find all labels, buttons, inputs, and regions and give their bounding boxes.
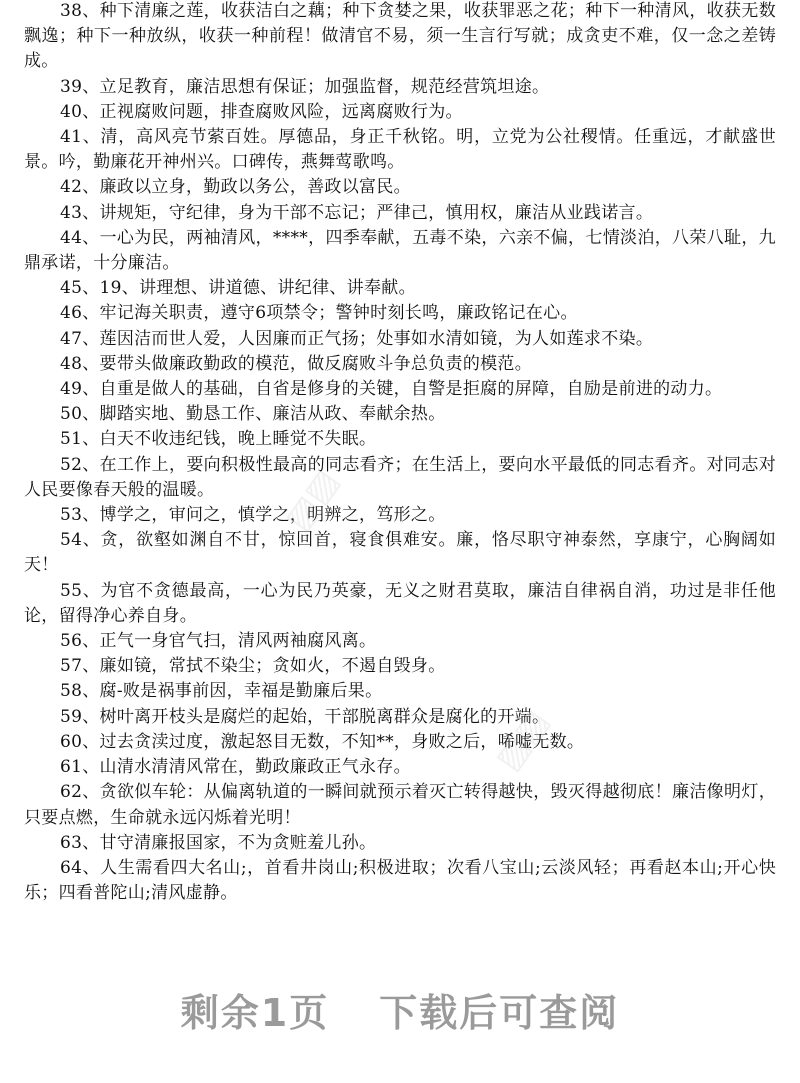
- paragraph-54: 54、贪，欲壑如渊自不甘，惊回首，寝食俱难安。廉，恪尽职守神泰然，享康宁，心胸阔如天！: [24, 530, 776, 576]
- document-body: [24, 0, 776, 906]
- paragraph-58: 58、腐-败是祸事前因，幸福是勤廉后果。: [60, 681, 383, 702]
- paragraph-56: 56、正气一身官气扫，清风两袖腐风离。: [60, 631, 377, 652]
- paragraph-64: 64、人生需看四大名山;，首看井岗山;积极进取；次看八宝山;云淡风轻；再看赵本山;开心快乐；四看普陀山;清风虚静。: [24, 857, 776, 904]
- paragraph-50: 50、脚踏实地、勤恳工作、廉洁从政、奉献余热。: [60, 404, 446, 425]
- paragraph-44: 44、一心为民，两袖清风，****，四季奉献，五毒不染，六亲不偏，七情淡泊，八荣八耻，九鼎承诺，十分廉洁。: [24, 227, 776, 274]
- paragraph-47: 47、莲因洁而世人爱，人因廉而正气扬；处事如水清如镜，为人如莲求不染。: [60, 328, 654, 349]
- paragraph-52: 52、在工作上，要向积极性最高的同志看齐；在生活上，要向水平最低的同志看齐。对同志对人民要像春天般的温暖。: [24, 454, 776, 500]
- paragraph-43: 43、讲规矩，守纪律，身为干部不忘记；严律己，慎用权，廉洁从业践诺言。: [60, 202, 654, 223]
- paragraph-62: 62、贪欲似车轮：从偏离轨道的一瞬间就预示着灭亡转得越快，毁灭得越彻底！廉洁像明灯，只要点燃，生命就永远闪烁着光明！: [24, 782, 776, 828]
- paragraph-51: 51、白天不收违纪钱，晚上睡觉不失眠。: [60, 429, 377, 450]
- paragraph-59: 59、树叶离开枝头是腐烂的起始，干部脱离群众是腐化的开端。: [60, 706, 550, 727]
- paragraph-41: 41、清，高风亮节萦百姓。厚德品，身正千秋铭。明，立党为公社稷情。任重远，才献盛世景。吟，勤廉花开神州兴。口碑传，燕舞莺歌鸣。: [24, 127, 776, 173]
- paragraph-55: 55、为官不贪德最高，一心为民乃英豪，无义之财君莫取，廉洁自律祸自消，功过是非任他论，留得净心养自身。: [24, 580, 776, 626]
- paragraph-45: 45、19、讲理想、讲道德、讲纪律、讲奉献。: [60, 278, 416, 299]
- watermark-mark: ▨▨: [277, 462, 347, 538]
- remaining-pages-label: 剩余1页: [180, 991, 330, 1035]
- watermark-mark: ▨▨: [487, 702, 557, 778]
- paragraph-49: 49、自重是做人的基础，自省是修身的关键，自警是拒腐的屏障，自励是前进的动力。: [60, 379, 723, 400]
- download-prompt-banner[interactable]: [0, 982, 800, 1037]
- paragraph-38: 38、种下清廉之莲，收获洁白之藕；种下贪婪之果，收获罪恶之花；种下一种清风，收获无数飘逸；种下一种放纵，收获一种前程！做清官不易，须一生言行写就；成贪吏不难，仅一念之差铸成。: [24, 1, 776, 72]
- paragraph-48: 48、要带头做廉政勤政的模范，做反腐败斗争总负责的模范。: [60, 353, 533, 374]
- paragraph-42: 42、廉政以立身，勤政以务公，善政以富民。: [60, 177, 411, 198]
- paragraph-40: 40、正视腐败问题，排查腐败风险，远离腐败行为。: [60, 101, 463, 122]
- paragraph-57: 57、廉如镜，常拭不染尘；贪如火，不遏自毁身。: [60, 656, 446, 677]
- paragraph-46: 46、牢记海关职责，遵守6项禁令；警钟时刻长鸣，廉政铭记在心。: [60, 303, 578, 324]
- download-to-view-label: 下载后可查阅: [379, 991, 620, 1035]
- paragraph-39: 39、立足教育，廉洁思想有保证；加强监督，规范经营筑坦途。: [60, 76, 550, 97]
- paragraph-60: 60、过去贪渎过度，激起怒目无数，不知**，身败之后，唏嘘无数。: [60, 731, 585, 752]
- paragraph-61: 61、山清水清清风常在，勤政廉政正气永存。: [60, 757, 411, 778]
- paragraph-53: 53、博学之，审问之，慎学之，明辨之，笃形之。: [60, 505, 446, 526]
- paragraph-63: 63、甘守清廉报国家，不为贪赃羞儿孙。: [60, 832, 377, 853]
